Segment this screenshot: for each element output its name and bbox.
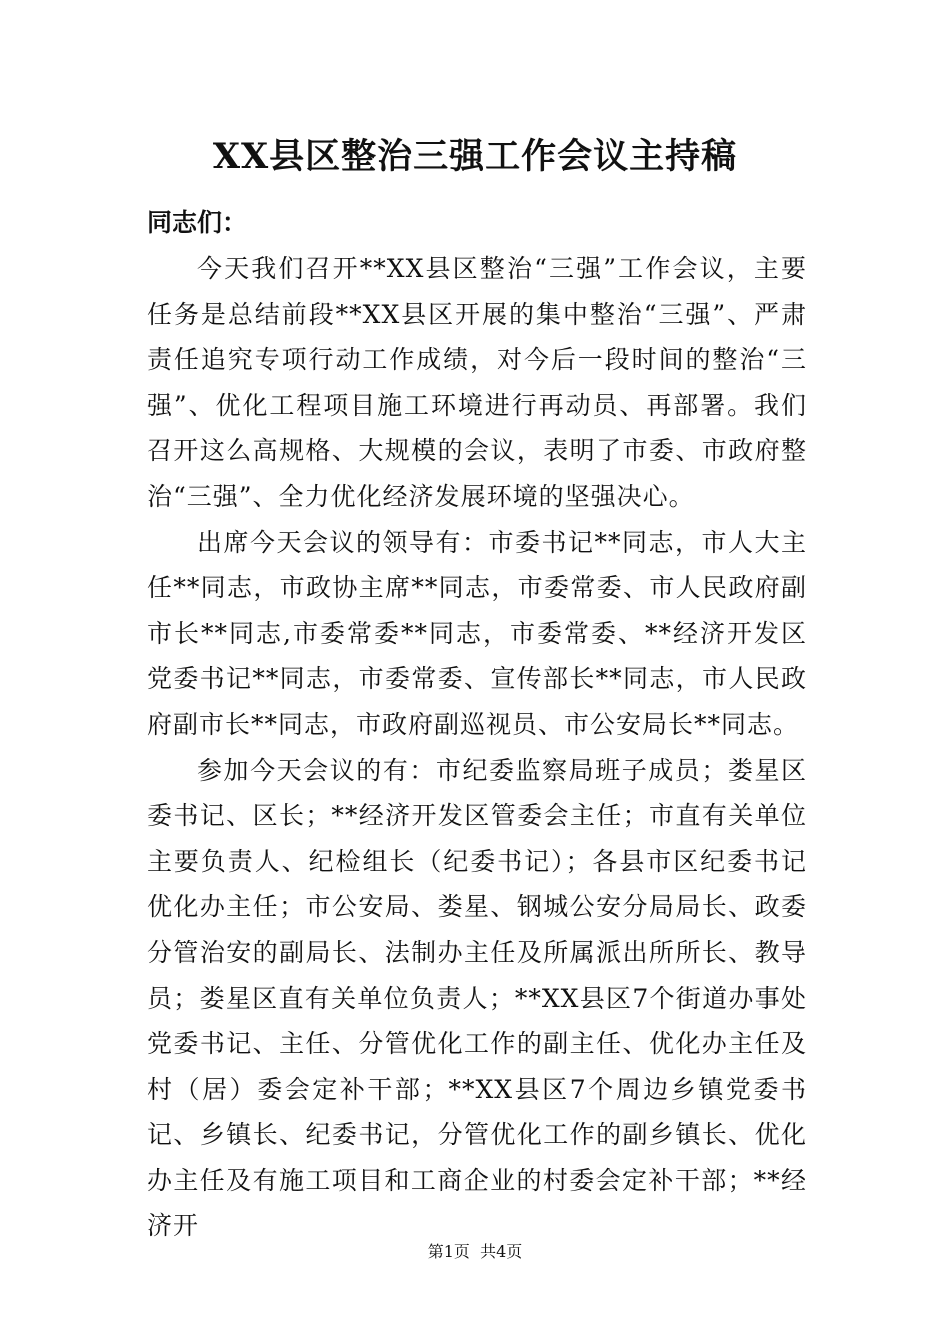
page-footer bbox=[0, 1240, 950, 1264]
paragraph-participants: 参加今天会议的有：市纪委监察局班子成员；娄星区委书记、区长；**经济开发区管委会主任；市直有关单位主要负责人、纪检组长（纪委书记）；各县市区纪委书记优化办主任；市公安局、娄星、钢城公安分局局长、政委分管治安的副局长、法制办主任及所属派出所所长、教导员；娄星区直有关单位负责人；**XX县区7个街道办事处党委书记、主任、分管优化工作的副主任、优化办主任及村（居）委会定补干部；**XX县区7个周边乡镇党委书记、乡镇长、纪委书记，分管优化工作的副乡镇长、优化办主任及有施工项目和工商企业的村委会定补干部；**经济开 bbox=[147, 755, 807, 1241]
footer-spacer bbox=[470, 1242, 480, 1261]
page-number: 第1页 bbox=[427, 1242, 470, 1261]
paragraph-opening: 今天我们召开**XX县区整治“三强”工作会议，主要任务是总结前段**XX县区开展的集中整治“三强”、严肃责任追究专项行动工作成绩，对今后一段时间的整治“三强”、优化工程项目施工环境进行再动员、再部署。我们召开这么高规格、大规模的会议，表明了市委、市政府整治“三强”、全力优化经济发展环境的坚强决心。 bbox=[147, 254, 807, 511]
total-pages: 共4页 bbox=[480, 1242, 523, 1261]
document-body bbox=[147, 246, 807, 1249]
paragraph-attending-leaders: 出席今天会议的领导有：市委书记**同志，市人大主任**同志，市政协主席**同志，市委常委、市人民政府副市长**同志,市委常委**同志，市委常委、**经济开发区党委书记**同志，市委常委、宣传部长**同志，市人民政府副市长**同志，市政府副巡视员、市公安局长**同志。 bbox=[147, 527, 807, 739]
document-title: XX县区整治三强工作会议主持稿 bbox=[212, 136, 738, 177]
salutation: 同志们： bbox=[147, 208, 248, 237]
